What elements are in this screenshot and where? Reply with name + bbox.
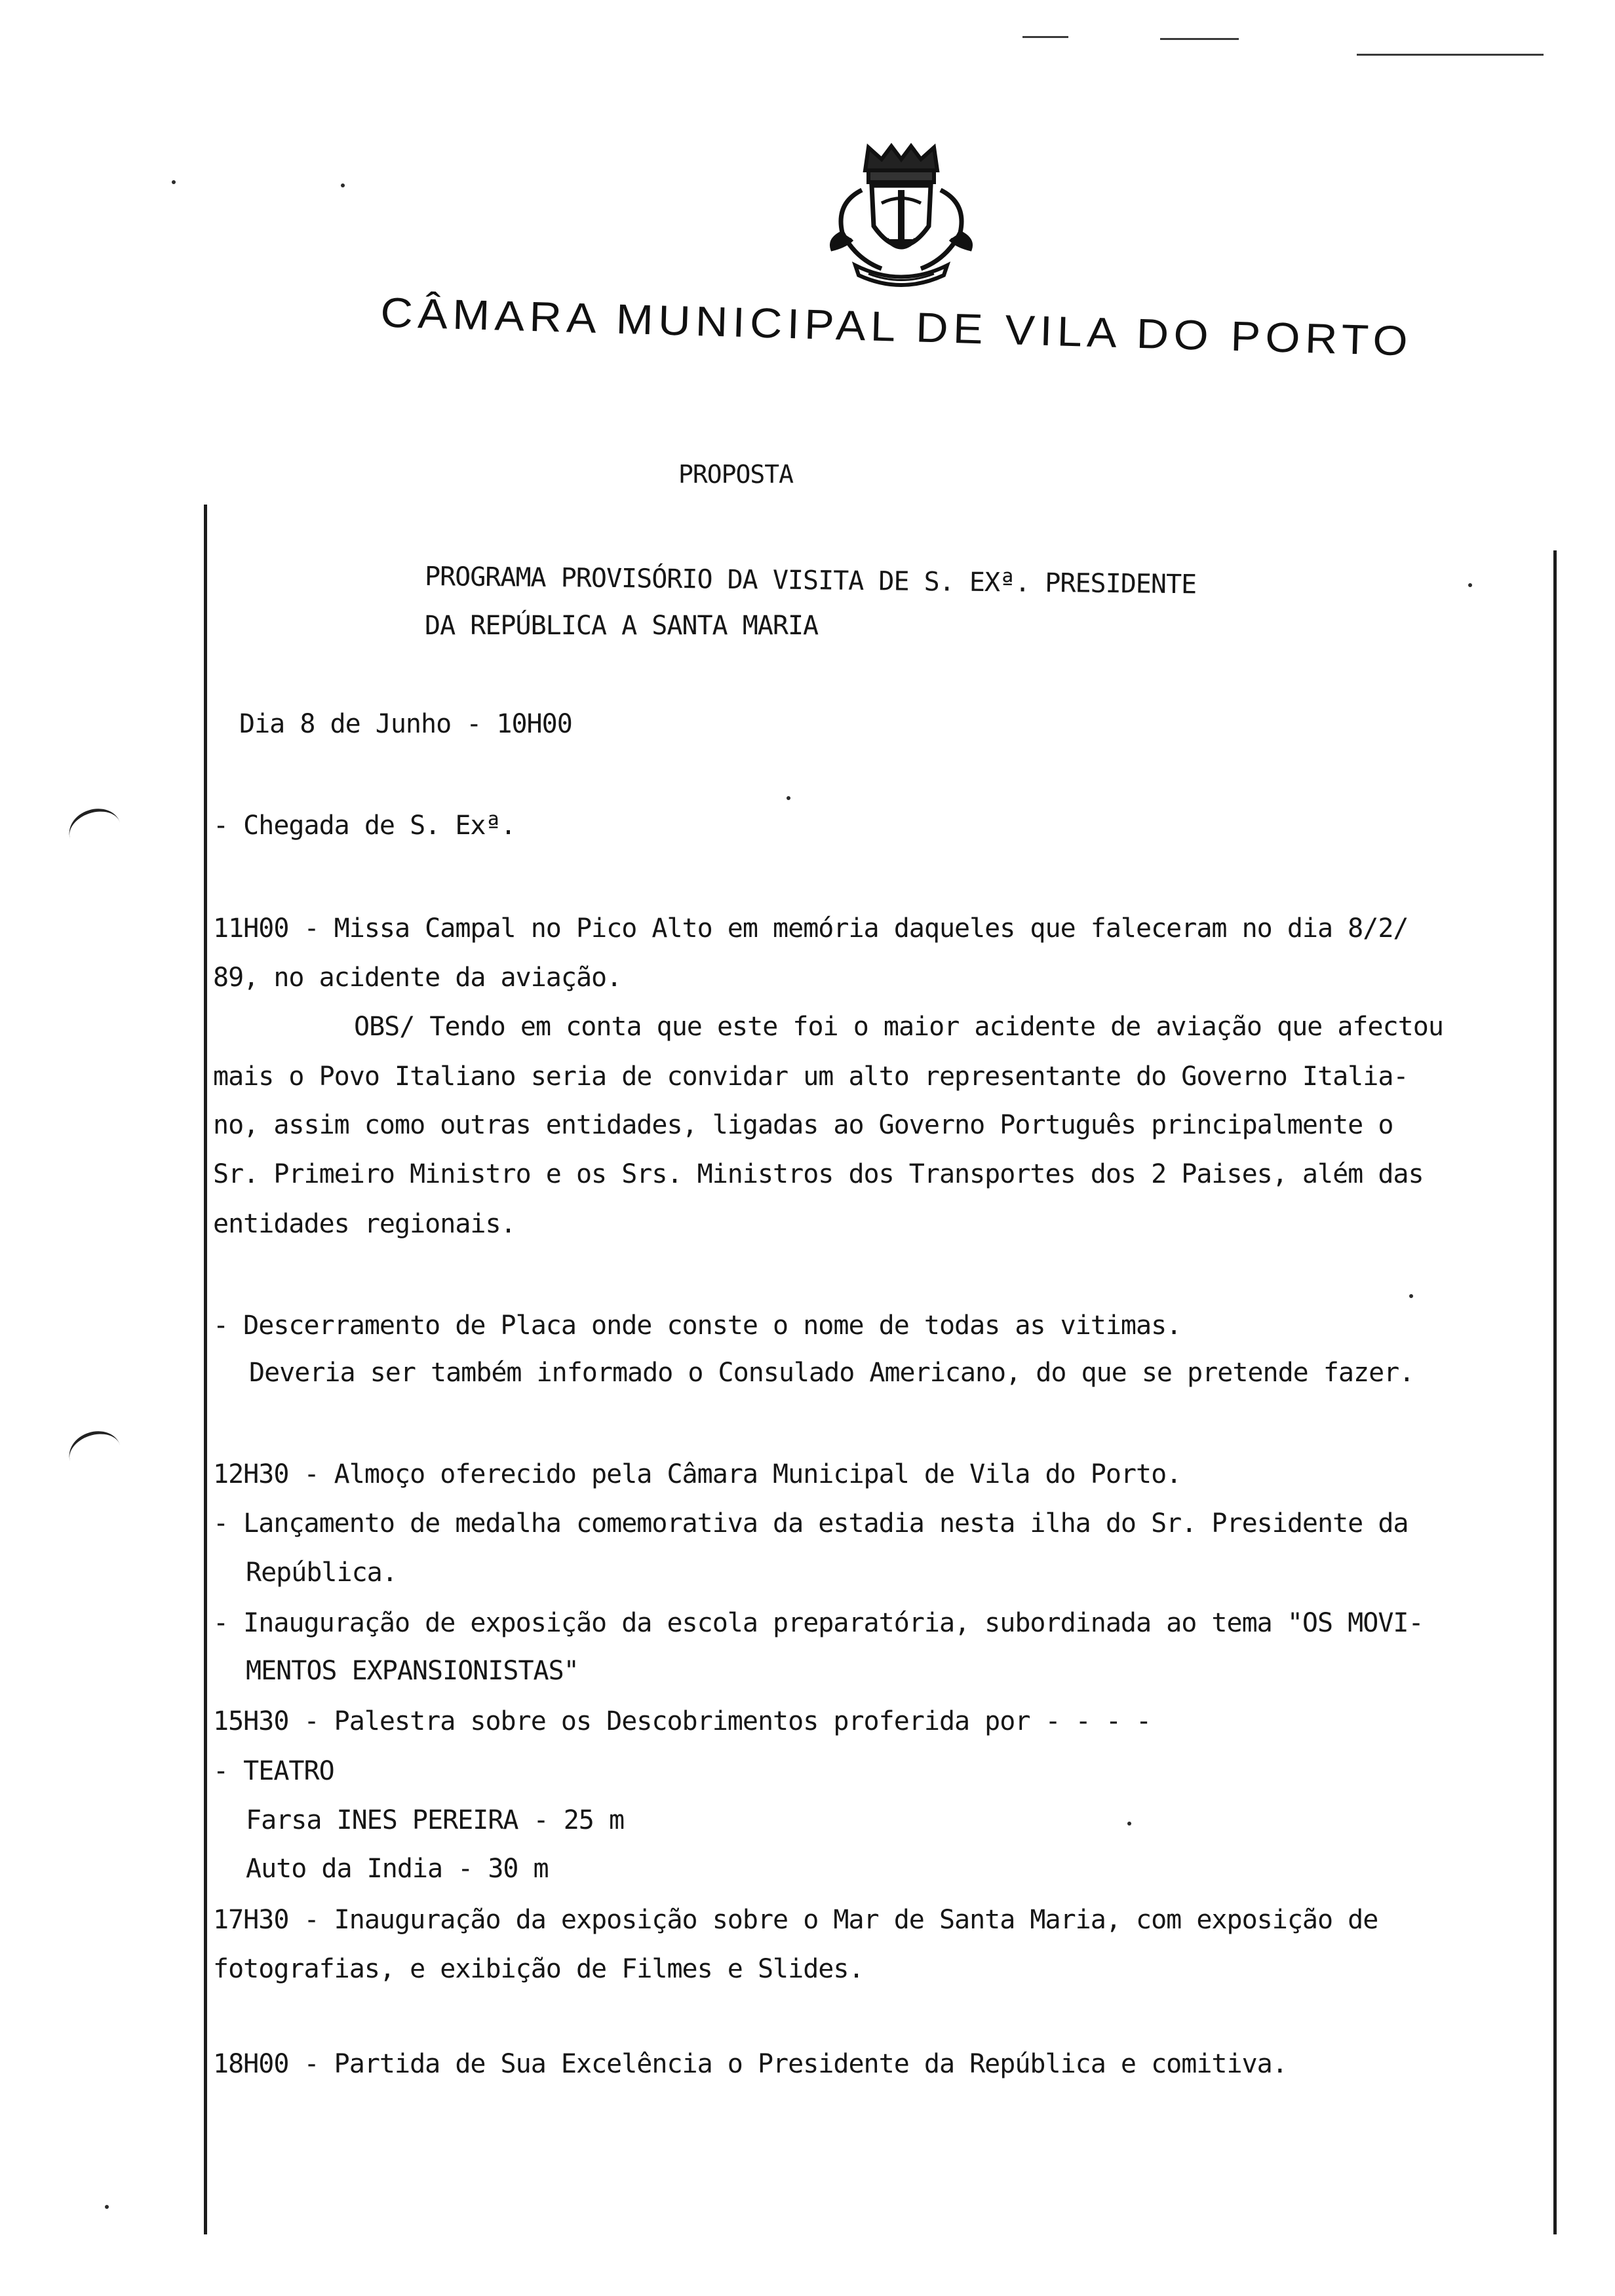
scan-speck: [787, 796, 790, 800]
proposal-heading: PROPOSTA: [678, 460, 794, 489]
right-margin-rule: [1553, 550, 1557, 2234]
scan-speck: [341, 183, 345, 187]
program-line: 15H30 - Palestra sobre os Descobrimentos proferida por - - - -: [213, 1706, 1152, 1736]
punch-mark-2: [64, 1425, 126, 1482]
program-line: mais o Povo Italiano seria de convidar um alto representante do Governo Italia-: [213, 1062, 1409, 1092]
council-letterhead: [367, 288, 1429, 387]
left-margin-rule: [204, 505, 207, 2234]
program-line: MENTOS EXPANSIONISTAS": [246, 1656, 579, 1686]
program-line: 18H00 - Partida de Sua Excelência o Presidente da República e comitiva.: [213, 2049, 1287, 2079]
top-rule-1: [1022, 36, 1068, 38]
scan-speck: [172, 180, 176, 184]
municipal-crest-emblem: [816, 141, 986, 292]
program-title-line-2: DA REPÚBLICA A SANTA MARIA: [425, 611, 819, 641]
program-line: 12H30 - Almoço oferecido pela Câmara Municipal de Vila do Porto.: [213, 1459, 1182, 1489]
program-line: Deveria ser também informado o Consulado Americano, do que se pretende fazer.: [249, 1358, 1414, 1388]
scan-speck: [1127, 1822, 1131, 1826]
program-line: Auto da India - 30 m: [246, 1854, 549, 1884]
program-line: 89, no acidente da aviação.: [213, 963, 622, 993]
program-line: Sr. Primeiro Ministro e os Srs. Ministros dos Transportes dos 2 Paises, além das: [213, 1159, 1424, 1189]
scan-speck: [1409, 1294, 1413, 1298]
program-title-line-1: PROGRAMA PROVISÓRIO DA VISITA DE S. EXª. PRESIDENTE: [424, 562, 1197, 600]
arrival-item: - Chegada de S. Exª.: [213, 811, 516, 841]
council-name: CÂMARA MUNICIPAL DE VILA DO PORTO: [379, 288, 1349, 363]
day-heading: Dia 8 de Junho - 10H00: [239, 709, 572, 739]
program-line: no, assim como outras entidades, ligadas ao Governo Português principalmente o: [213, 1110, 1393, 1140]
top-rule-2: [1160, 38, 1239, 40]
program-line: fotografias, e exibição de Filmes e Slides.: [213, 1954, 864, 1984]
punch-mark-1: [64, 802, 126, 859]
scan-speck: [1468, 583, 1472, 587]
program-line: - Lançamento de medalha comemorativa da estadia nesta ilha do Sr. Presidente da: [213, 1508, 1409, 1539]
program-line: - Descerramento de Placa onde conste o nome de todas as vitimas.: [213, 1311, 1182, 1341]
program-line: OBS/ Tendo em conta que este foi o maior acidente de aviação que afectou: [354, 1012, 1443, 1042]
program-line: 17H30 - Inauguração da exposição sobre o Mar de Santa Maria, com exposição de: [213, 1905, 1378, 1935]
top-rule-3: [1357, 54, 1544, 56]
program-line: República.: [246, 1558, 397, 1588]
program-line: - Inauguração de exposição da escola preparatória, subordinada ao tema "OS MOVI-: [213, 1608, 1424, 1638]
scan-speck: [105, 2205, 109, 2209]
program-line: 11H00 - Missa Campal no Pico Alto em memória daqueles que faleceram no dia 8/2/: [213, 913, 1409, 944]
program-line: - TEATRO: [213, 1756, 334, 1786]
program-line: Farsa INES PEREIRA - 25 m: [246, 1805, 625, 1835]
program-line: entidades regionais.: [213, 1209, 516, 1239]
